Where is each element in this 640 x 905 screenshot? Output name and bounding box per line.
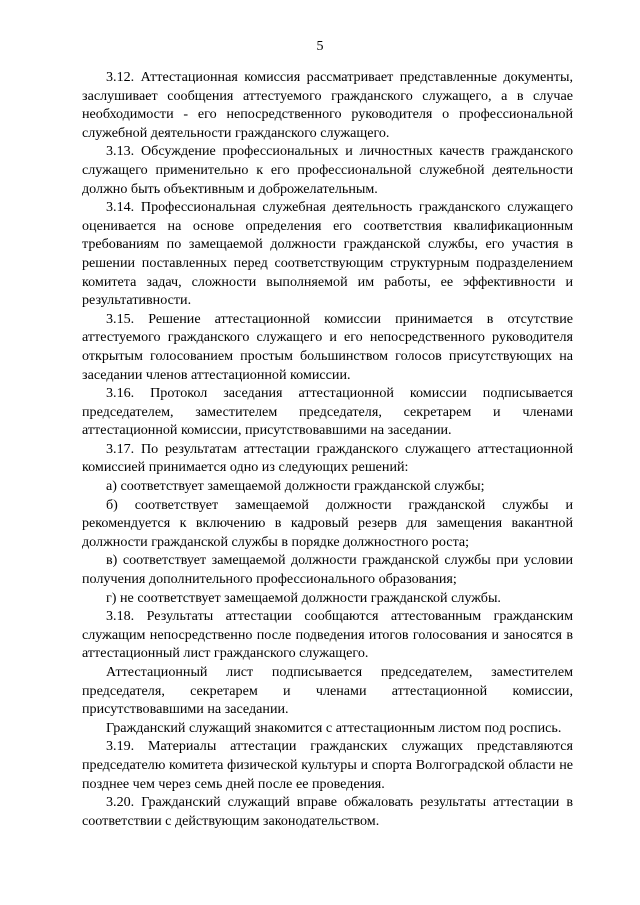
- paragraph-3-20: 3.20. Гражданский служащий вправе обжаловать результаты аттестации в соответствии с действующим законодательством.: [82, 794, 573, 829]
- paragraph-3-17: 3.17. По результатам аттестации гражданского служащего аттестационной комиссией принимается одно из следующих решений:: [82, 440, 573, 476]
- list-item-g: г) не соответствует замещаемой должности гражданской службы.: [106, 589, 501, 606]
- paragraph-3-19: 3.19. Материалы аттестации гражданских служащих представляются председателю комитета физической культуры и спорта Волгоградской области не позднее чем через семь дней после ее проведения.: [82, 738, 573, 792]
- list-item-v: в) соответствует замещаемой должности гражданской службы при условии получения дополнительного профессионального образования;: [82, 552, 573, 588]
- list-item-a: а) соответствует замещаемой должности гражданской службы;: [106, 478, 485, 495]
- paragraph-3-12: 3.12. Аттестационная комиссия рассматривает представленные документы, заслушивает сообщения аттестуемого гражданского служащего, а в случае необходимости - его непосредственного руководителя о профессиональной служебной деятельности гражданского служащего.: [82, 69, 573, 141]
- paragraph-3-16: 3.16. Протокол заседания аттестационной комиссии подписывается председателем, заместителем председателя, секретарем и членами аттестационной комиссии, присутствовавшими на заседании.: [82, 385, 573, 439]
- paragraph-attestation-sheet-signing: Аттестационный лист подписывается председателем, заместителем председателя, секретарем и членами аттестационной комиссии, присутствовавшими на заседании.: [82, 664, 573, 718]
- paragraph-3-18: 3.18. Результаты аттестации сообщаются аттестованным гражданским служащим непосредственно после подведения итогов голосования и заносятся в аттестационный лист гражданского служащего.: [82, 608, 573, 662]
- paragraph-3-14: 3.14. Профессиональная служебная деятельность гражданского служащего оценивается на основе определения его соответствия квалификационным требованиям по замещаемой должности гражданской службы, его участия в решении поставленных перед соответствующим структурным подразделением комитета задач, сложности выполняемой им работы, ее эффективности и результативности.: [82, 199, 573, 309]
- paragraph-attestation-sheet-acquaintance: Гражданский служащий знакомится с аттестационным листом под роспись.: [106, 719, 562, 736]
- page-number: 5: [316, 39, 324, 54]
- paragraph-3-15: 3.15. Решение аттестационной комиссии принимается в отсутствие аттестуемого гражданского служащего и его непосредственного руководителя открытым голосованием простым большинством голосов присутствующих на заседании членов аттестационной комиссии.: [82, 310, 573, 383]
- list-item-b: б) соответствует замещаемой должности гражданской службы и рекомендуется к включению в кадровый резерв для замещения вакантной должности гражданской службы в порядке должностного роста;: [82, 496, 573, 550]
- paragraph-3-13: 3.13. Обсуждение профессиональных и личностных качеств гражданского служащего применительно к его профессиональной служебной деятельности должно быть объективным и доброжелательным.: [82, 143, 573, 197]
- document-body: [82, 68, 573, 830]
